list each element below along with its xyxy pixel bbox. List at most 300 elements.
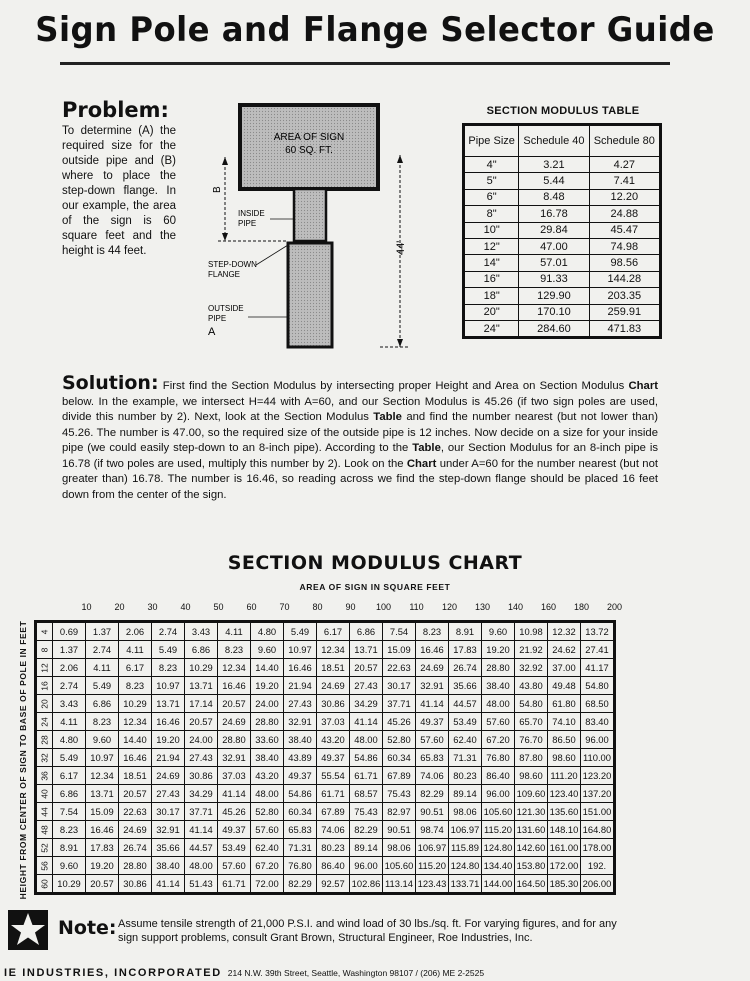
chart-row <box>36 677 615 695</box>
chart-cell: 15.09 <box>86 803 119 821</box>
chart-cell: 137.20 <box>581 785 615 803</box>
chart-cell: 30.86 <box>317 695 350 713</box>
area-column-header: 140 <box>507 602 524 612</box>
company-name: IE INDUSTRIES, INCORPORATED <box>4 967 222 979</box>
chart-cell: 102.86 <box>350 875 383 894</box>
height-row-header: 28 <box>36 731 53 749</box>
chart-cell: 27.43 <box>152 785 185 803</box>
height-row-header: 4 <box>36 622 53 641</box>
chart-cell: 34.29 <box>350 695 383 713</box>
chart-cell: 43.89 <box>284 749 317 767</box>
chart-cell: 12.34 <box>317 641 350 659</box>
chart-cell: 89.14 <box>449 785 482 803</box>
chart-cell: 26.74 <box>449 659 482 677</box>
b-label: B <box>212 186 223 193</box>
chart-row <box>36 713 615 731</box>
area-column-header: 10 <box>81 602 92 612</box>
chart-cell: 111.20 <box>548 767 581 785</box>
chart-cell: 12.32 <box>548 622 581 641</box>
chart-cell: 90.51 <box>416 803 449 821</box>
chart-cell: 74.06 <box>317 821 350 839</box>
table-header: Pipe Size <box>464 125 519 157</box>
chart-cell: 49.37 <box>317 749 350 767</box>
chart-cell: 124.80 <box>449 857 482 875</box>
chart-cell: 185.30 <box>548 875 581 894</box>
height-row-header: 60 <box>36 875 53 894</box>
chart-row <box>36 622 615 641</box>
chart-cell: 37.71 <box>185 803 218 821</box>
chart-cell: 19.20 <box>482 641 515 659</box>
chart-cell: 65.70 <box>515 713 548 731</box>
chart-cell: 13.71 <box>152 695 185 713</box>
area-column-header: 130 <box>474 602 491 612</box>
chart-cell: 123.43 <box>416 875 449 894</box>
chart-cell: 134.40 <box>482 857 515 875</box>
chart-cell: 24.69 <box>152 767 185 785</box>
chart-cell: 28.80 <box>251 713 284 731</box>
chart-cell: 37.00 <box>548 659 581 677</box>
height-row-header: 12 <box>36 659 53 677</box>
chart-cell: 12.34 <box>218 659 251 677</box>
company-address: 214 N.W. 39th Street, Seattle, Washington 98107 / (206) ME 2-2525 <box>227 968 485 978</box>
table-cell: 144.28 <box>589 271 660 287</box>
chart-cell: 35.66 <box>152 839 185 857</box>
chart-cell: 4.80 <box>251 622 284 641</box>
chart-row <box>36 857 615 875</box>
chart-cell: 98.60 <box>515 767 548 785</box>
chart-cell: 8.23 <box>53 821 86 839</box>
chart-cell: 1.37 <box>86 622 119 641</box>
sign-area-value: 60 SQ. FT. <box>285 145 333 156</box>
chart-cell: 24.00 <box>185 731 218 749</box>
chart-cell: 37.03 <box>317 713 350 731</box>
chart-cell: 54.86 <box>350 749 383 767</box>
height-axis-label: HEIGHT FROM CENTER OF SIGN TO BASE OF POLE IN FEET <box>18 620 28 900</box>
height-row-header: 16 <box>36 677 53 695</box>
chart-cell: 27.43 <box>350 677 383 695</box>
chart-cell: 83.40 <box>581 713 615 731</box>
chart-cell: 6.86 <box>53 785 86 803</box>
chart-cell: 27.43 <box>185 749 218 767</box>
chart-cell: 5.49 <box>86 677 119 695</box>
chart-cell: 115.89 <box>449 839 482 857</box>
table-header: Schedule 80 <box>589 125 660 157</box>
chart-cell: 60.34 <box>383 749 416 767</box>
chart-cell: 9.60 <box>251 641 284 659</box>
chart-cell: 41.14 <box>350 713 383 731</box>
chart-cell: 34.29 <box>185 785 218 803</box>
table-cell: 8" <box>464 206 519 222</box>
chart-cell: 105.60 <box>383 857 416 875</box>
chart-cell: 133.71 <box>449 875 482 894</box>
chart-cell: 96.00 <box>482 785 515 803</box>
chart-cell: 10.97 <box>284 641 317 659</box>
chart-cell: 82.29 <box>416 785 449 803</box>
chart-cell: 21.92 <box>515 641 548 659</box>
height-row-header: 56 <box>36 857 53 875</box>
chart-cell: 87.80 <box>515 749 548 767</box>
chart-row <box>36 821 615 839</box>
chart-cell: 32.91 <box>284 713 317 731</box>
chart-cell: 16.46 <box>152 713 185 731</box>
table-cell: 203.35 <box>589 288 660 304</box>
table-cell: 6" <box>464 189 519 205</box>
chart-cell: 21.94 <box>284 677 317 695</box>
chart-cell: 22.63 <box>119 803 152 821</box>
chart-cell: 144.00 <box>482 875 515 894</box>
chart-cell: 121.30 <box>515 803 548 821</box>
chart-cell: 74.06 <box>416 767 449 785</box>
chart-cell: 13.71 <box>185 677 218 695</box>
chart-cell: 32.91 <box>152 821 185 839</box>
chart-cell: 106.97 <box>449 821 482 839</box>
chart-cell: 10.29 <box>53 875 86 894</box>
chart-cell: 96.00 <box>581 731 615 749</box>
chart-cell: 28.80 <box>482 659 515 677</box>
table-cell: 98.56 <box>589 255 660 271</box>
chart-cell: 74.10 <box>548 713 581 731</box>
chart-cell: 98.60 <box>548 749 581 767</box>
height-label: 44' <box>395 240 407 255</box>
chart-cell: 6.17 <box>53 767 86 785</box>
chart-row <box>36 695 615 713</box>
table-row <box>464 189 661 205</box>
area-column-header: 110 <box>409 602 424 612</box>
chart-cell: 10.97 <box>152 677 185 695</box>
chart-cell: 92.57 <box>317 875 350 894</box>
chart-cell: 115.20 <box>482 821 515 839</box>
chart-cell: 135.60 <box>548 803 581 821</box>
chart-cell: 67.20 <box>482 731 515 749</box>
chart-cell: 28.80 <box>119 857 152 875</box>
svg-text:PIPE: PIPE <box>208 314 227 323</box>
chart-cell: 24.69 <box>218 713 251 731</box>
chart-cell: 30.17 <box>152 803 185 821</box>
chart-cell: 82.29 <box>350 821 383 839</box>
table-cell: 16.78 <box>519 206 589 222</box>
chart-cell: 41.14 <box>218 785 251 803</box>
chart-cell: 113.14 <box>383 875 416 894</box>
chart-cell: 16.46 <box>416 641 449 659</box>
chart-cell: 109.60 <box>515 785 548 803</box>
chart-cell: 96.00 <box>350 857 383 875</box>
chart-cell: 98.06 <box>383 839 416 857</box>
table-cell: 24.88 <box>589 206 660 222</box>
chart-cell: 8.91 <box>53 839 86 857</box>
chart-cell: 161.00 <box>548 839 581 857</box>
chart-cell: 61.71 <box>317 785 350 803</box>
chart-cell: 76.70 <box>515 731 548 749</box>
problem-heading: Problem: <box>62 98 169 122</box>
chart-row <box>36 731 615 749</box>
chart-cell: 20.57 <box>86 875 119 894</box>
chart-cell: 8.91 <box>449 622 482 641</box>
chart-cell: 37.71 <box>383 695 416 713</box>
table-row <box>464 238 661 254</box>
chart-cell: 26.74 <box>119 839 152 857</box>
chart-cell: 2.06 <box>53 659 86 677</box>
chart-cell: 6.17 <box>317 622 350 641</box>
chart-cell: 20.57 <box>218 695 251 713</box>
table-cell: 91.33 <box>519 271 589 287</box>
chart-cell: 1.37 <box>53 641 86 659</box>
height-row-header: 32 <box>36 749 53 767</box>
chart-cell: 86.40 <box>482 767 515 785</box>
chart-cell: 24.69 <box>317 677 350 695</box>
chart-cell: 17.14 <box>185 695 218 713</box>
chart-cell: 89.14 <box>350 839 383 857</box>
chart-cell: 123.40 <box>548 785 581 803</box>
chart-cell: 4.11 <box>119 641 152 659</box>
chart-cell: 57.60 <box>482 713 515 731</box>
chart-cell: 54.86 <box>284 785 317 803</box>
chart-cell: 55.54 <box>317 767 350 785</box>
table-cell: 45.47 <box>589 222 660 238</box>
chart-cell: 62.40 <box>251 839 284 857</box>
chart-cell: 105.60 <box>482 803 515 821</box>
flange-label: STEP-DOWN <box>208 260 257 269</box>
chart-cell: 90.51 <box>383 821 416 839</box>
chart-cell: 19.20 <box>152 731 185 749</box>
chart-cell: 12.34 <box>86 767 119 785</box>
chart-cell: 75.43 <box>350 803 383 821</box>
chart-row <box>36 659 615 677</box>
chart-cell: 30.86 <box>119 875 152 894</box>
chart-cell: 4.11 <box>53 713 86 731</box>
area-column-header: 80 <box>312 602 323 612</box>
a-label: A <box>208 326 216 338</box>
section-modulus-table <box>462 123 662 339</box>
chart-title: SECTION MODULUS CHART <box>227 552 523 574</box>
chart-cell: 61.80 <box>548 695 581 713</box>
table-cell: 3.21 <box>519 157 589 173</box>
chart-cell: 6.86 <box>86 695 119 713</box>
chart-cell: 8.23 <box>119 677 152 695</box>
chart-cell: 44.57 <box>185 839 218 857</box>
height-row-header: 20 <box>36 695 53 713</box>
chart-cell: 20.57 <box>350 659 383 677</box>
area-column-header: 60 <box>246 602 257 612</box>
chart-cell: 54.80 <box>581 677 615 695</box>
chart-cell: 106.97 <box>416 839 449 857</box>
note-heading: Note: <box>58 917 117 939</box>
chart-cell: 68.50 <box>581 695 615 713</box>
chart-cell: 38.40 <box>482 677 515 695</box>
table-cell: 14" <box>464 255 519 271</box>
chart-cell: 123.20 <box>581 767 615 785</box>
chart-cell: 71.31 <box>449 749 482 767</box>
chart-cell: 206.00 <box>581 875 615 894</box>
chart-cell: 43.20 <box>251 767 284 785</box>
chart-cell: 76.80 <box>482 749 515 767</box>
chart-cell: 49.37 <box>218 821 251 839</box>
sign-pole-diagram <box>180 95 460 385</box>
chart-cell: 7.54 <box>53 803 86 821</box>
table-cell: 24" <box>464 320 519 337</box>
chart-row <box>36 749 615 767</box>
chart-cell: 9.60 <box>86 731 119 749</box>
table-cell: 4" <box>464 157 519 173</box>
chart-cell: 57.60 <box>251 821 284 839</box>
chart-cell: 3.43 <box>185 622 218 641</box>
chart-cell: 61.71 <box>218 875 251 894</box>
chart-row <box>36 875 615 894</box>
note-text: Assume tensile strength of 21,000 P.S.I. and wind load of 30 lbs./sq. ft. For varying figures, and for any sign support problems, consult Grant Brown, Structural Engineer, Roe Industries, Inc. <box>118 918 617 944</box>
table-cell: 8.48 <box>519 189 589 205</box>
chart-cell: 9.60 <box>482 622 515 641</box>
chart-row <box>36 785 615 803</box>
chart-cell: 131.60 <box>515 821 548 839</box>
chart-cell: 16.46 <box>119 749 152 767</box>
chart-cell: 13.71 <box>350 641 383 659</box>
chart-cell: 57.60 <box>416 731 449 749</box>
chart-cell: 2.74 <box>53 677 86 695</box>
chart-cell: 75.43 <box>383 785 416 803</box>
chart-cell: 48.00 <box>350 731 383 749</box>
table-row <box>464 271 661 287</box>
chart-cell: 41.17 <box>581 659 615 677</box>
area-column-header: 90 <box>345 602 356 612</box>
chart-cell: 148.10 <box>548 821 581 839</box>
chart-cell: 5.49 <box>53 749 86 767</box>
chart-cell: 18.51 <box>317 659 350 677</box>
chart-cell: 98.06 <box>449 803 482 821</box>
chart-cell: 33.60 <box>251 731 284 749</box>
height-row-header: 8 <box>36 641 53 659</box>
chart-cell: 16.46 <box>284 659 317 677</box>
area-column-header: 180 <box>573 602 590 612</box>
chart-cell: 14.40 <box>119 731 152 749</box>
chart-cell: 32.92 <box>515 659 548 677</box>
chart-cell: 98.74 <box>416 821 449 839</box>
chart-cell: 38.40 <box>251 749 284 767</box>
chart-cell: 71.31 <box>284 839 317 857</box>
table-cell: 47.00 <box>519 238 589 254</box>
chart-cell: 8.23 <box>86 713 119 731</box>
table-cell: 10" <box>464 222 519 238</box>
chart-cell: 151.00 <box>581 803 615 821</box>
chart-cell: 4.11 <box>218 622 251 641</box>
chart-cell: 7.54 <box>383 622 416 641</box>
table-row <box>464 288 661 304</box>
height-row-header: 24 <box>36 713 53 731</box>
chart-cell: 178.00 <box>581 839 615 857</box>
chart-cell: 16.46 <box>86 821 119 839</box>
chart-cell: 67.89 <box>317 803 350 821</box>
chart-cell: 172.00 <box>548 857 581 875</box>
chart-cell: 8.23 <box>416 622 449 641</box>
footer <box>4 963 484 981</box>
chart-cell: 3.43 <box>53 695 86 713</box>
table-row <box>464 304 661 320</box>
chart-cell: 44.57 <box>449 695 482 713</box>
chart-cell: 13.71 <box>86 785 119 803</box>
chart-cell: 51.43 <box>185 875 218 894</box>
chart-cell: 49.37 <box>284 767 317 785</box>
chart-cell: 2.74 <box>152 622 185 641</box>
area-column-header: 100 <box>375 602 392 612</box>
area-axis-label: AREA OF SIGN IN SQUARE FEET <box>299 582 451 592</box>
chart-cell: 82.97 <box>383 803 416 821</box>
chart-cell: 41.14 <box>416 695 449 713</box>
chart-cell: 38.40 <box>152 857 185 875</box>
chart-cell: 16.46 <box>218 677 251 695</box>
area-column-header: 50 <box>213 602 224 612</box>
chart-cell: 15.09 <box>383 641 416 659</box>
chart-cell: 49.37 <box>416 713 449 731</box>
area-column-header: 40 <box>180 602 191 612</box>
chart-cell: 53.49 <box>218 839 251 857</box>
chart-cell: 32.91 <box>416 677 449 695</box>
chart-row <box>36 803 615 821</box>
section-table-title: SECTION MODULUS TABLE <box>486 105 640 117</box>
area-column-header: 160 <box>540 602 557 612</box>
chart-cell: 12.34 <box>119 713 152 731</box>
chart-cell: 53.49 <box>449 713 482 731</box>
chart-cell: 164.80 <box>581 821 615 839</box>
title-underline <box>60 62 670 65</box>
chart-cell: 80.23 <box>317 839 350 857</box>
area-column-header: 20 <box>114 602 125 612</box>
sign-area-label: AREA OF SIGN <box>273 132 345 143</box>
solution-text: Solution: First find the Section Modulus by intersecting proper Height and Area on Section Modulus Chart below. In the example, we intersect H=44 with A=60, and our Section Modulus is 45.26 (if two sign poles are used, divide this number by 2). Next, look at the Section Modulus Table and find the number nearest (but not lower than) 45.26. The number is 47.00, so the required size of the outside pipe is 12 inches. Now decide on a size for your inside pipe (we could easily step-down to an 8-inch pipe). According to the Table, our Section Modulus for an 8-inch pipe is 16.78 (if two poles are used, multiply this number by 2). Look on the Chart under A=60 for the number nearest (but not greater than) 16.78. The number is 16.46, so reading across we find the step-down flange should be placed 16 feet down from the center of the sign. <box>62 372 658 501</box>
height-row-header: 36 <box>36 767 53 785</box>
svg-text:PIPE: PIPE <box>238 219 257 228</box>
chart-cell: 54.80 <box>515 695 548 713</box>
chart-cell: 27.43 <box>284 695 317 713</box>
chart-cell: 48.00 <box>251 785 284 803</box>
table-cell: 471.83 <box>589 320 660 337</box>
chart-cell: 14.40 <box>251 659 284 677</box>
chart-cell: 86.50 <box>548 731 581 749</box>
chart-cell: 52.80 <box>383 731 416 749</box>
outside-pipe <box>288 243 332 347</box>
chart-cell: 43.80 <box>515 677 548 695</box>
table-cell: 259.91 <box>589 304 660 320</box>
table-cell: 29.84 <box>519 222 589 238</box>
chart-cell: 8.23 <box>218 641 251 659</box>
chart-cell: 115.20 <box>416 857 449 875</box>
chart-cell: 17.83 <box>449 641 482 659</box>
chart-cell: 48.00 <box>482 695 515 713</box>
area-column-header: 200 <box>606 602 623 612</box>
chart-cell: 6.86 <box>350 622 383 641</box>
chart-cell: 153.80 <box>515 857 548 875</box>
height-row-header: 52 <box>36 839 53 857</box>
chart-cell: 57.60 <box>218 857 251 875</box>
chart-cell: 72.00 <box>251 875 284 894</box>
table-cell: 18" <box>464 288 519 304</box>
table-header: Schedule 40 <box>519 125 589 157</box>
table-cell: 16" <box>464 271 519 287</box>
chart-cell: 62.40 <box>449 731 482 749</box>
chart-cell: 9.60 <box>53 857 86 875</box>
outside-pipe-label: OUTSIDE <box>208 304 244 313</box>
chart-cell: 0.69 <box>53 622 86 641</box>
chart-cell: 2.06 <box>119 622 152 641</box>
table-cell: 170.10 <box>519 304 589 320</box>
chart-cell: 5.49 <box>152 641 185 659</box>
chart-cell: 6.17 <box>119 659 152 677</box>
chart-cell: 52.80 <box>251 803 284 821</box>
chart-cell: 49.48 <box>548 677 581 695</box>
chart-cell: 4.80 <box>53 731 86 749</box>
chart-cell: 10.97 <box>86 749 119 767</box>
chart-cell: 48.00 <box>185 857 218 875</box>
table-row <box>464 157 661 173</box>
chart-cell: 124.80 <box>482 839 515 857</box>
chart-cell: 24.00 <box>251 695 284 713</box>
